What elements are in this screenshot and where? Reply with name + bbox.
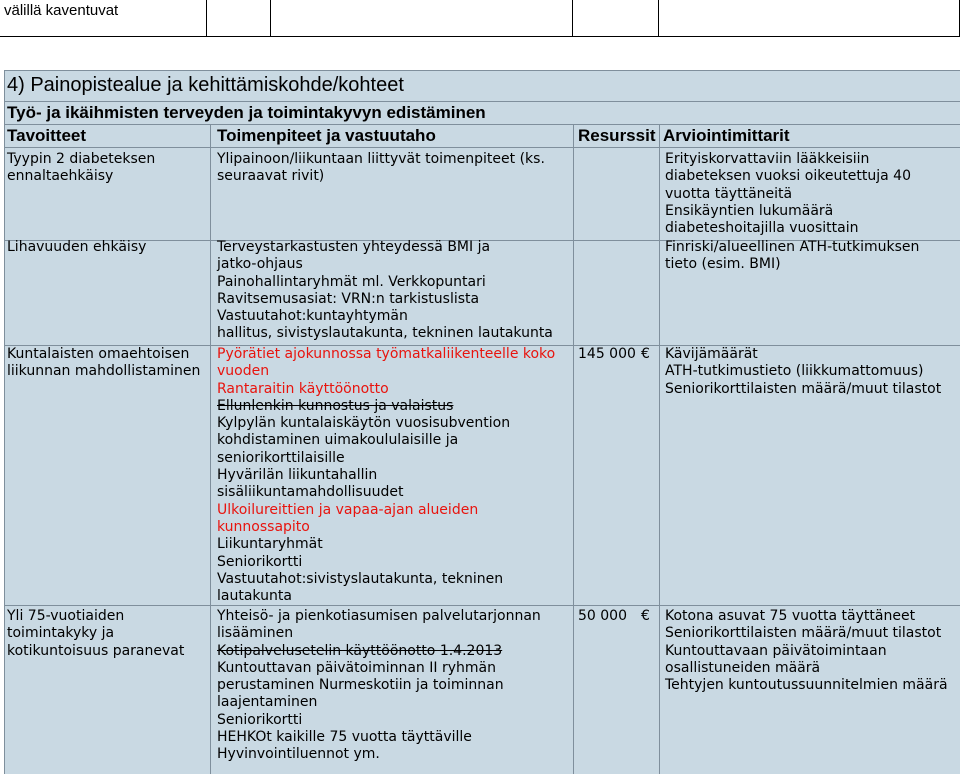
plan-table <box>4 70 960 774</box>
section-title: 4) Painopistealue ja kehittämiskohde/kohteet <box>7 74 404 96</box>
previous-table-fragment <box>0 0 960 38</box>
row-2-goal: Lihavuuden ehkäisy <box>7 239 147 255</box>
row-1-actions: Ylipainoon/liikuntaan liittyvät toimenpiteet (ks. seuraavat rivit) <box>217 151 545 185</box>
row-4-currency: € <box>641 608 650 624</box>
row-4-goal: Yli 75-vuotiaiden toimintakyky ja kotikuntoisuus paranevat <box>7 608 185 659</box>
row-3-goal: Kuntalaisten omaehtoisen liikunnan mahdollistaminen <box>7 346 201 380</box>
row-3-indicators: Kävijämäärät ATH-tutkimustieto (liikkumattomuus) Seniorikorttilaisten määrä/muut tilastot <box>665 346 942 397</box>
row-4-actions: Yhteisö- ja pienkotiasumisen palvelutarjonnan lisääminen Kotipalvelusetelin käyttöönotto 1.4.2013 Kuntouttavan päivätoiminnan II ryhmän perustaminen Nurmeskotiin ja toiminnan laajentaminen Seniorikortti HEHKOt kaikille 75 vuotta täyttäville Hyvinvointiluennot ym. <box>217 608 541 763</box>
prev-table-text: välillä kaventuvat <box>4 2 119 19</box>
column-divider <box>210 125 211 774</box>
section-subtitle: Työ- ja ikäihmisten terveyden ja toimintakyvyn edistäminen <box>7 103 486 122</box>
row-3-resource: 145 000 <box>578 346 636 362</box>
header-goals: Tavoitteet <box>7 126 87 145</box>
row-2-actions: Terveystarkastusten yhteydessä BMI ja jatko-ohjaus Painohallintaryhmät ml. Verkkopuntari Ravitsemusasiat: VRN:n tarkistuslista Vastuutahot:kuntayhtymän hallitus, sivistyslautakunta, tekninen lautakunta <box>217 239 553 342</box>
row-1-indicators: Erityiskorvattaviin lääkkeisiin diabeteksen vuoksi oikeutettuja 40 vuotta täyttäneitä Ensikäyntien lukumäärä diabeteshoitajilla vuosittain <box>665 151 911 237</box>
section-title-row <box>5 71 960 102</box>
prev-cell-1 <box>207 0 271 37</box>
row-2-indicators: Finriski/alueellinen ATH-tutkimuksen tieto (esim. BMI) <box>665 239 920 273</box>
prev-cell-3 <box>573 0 659 37</box>
header-actions: Toimenpiteet ja vastuutaho <box>217 126 436 145</box>
row-4-indicators: Kotona asuvat 75 vuotta täyttäneet Seniorikorttilaisten määrä/muut tilastot Kuntouttavaan päivätoimintaan osallistuneiden määrä Tehtyjen kuntoutussuunnitelmien määrä <box>665 608 948 694</box>
row-1-goal: Tyypin 2 diabeteksen ennaltaehkäisy <box>7 151 156 185</box>
column-divider <box>573 125 574 774</box>
header-indicators: Arviointimittarit <box>663 126 790 145</box>
column-divider <box>659 125 660 774</box>
prev-cell-4 <box>659 0 960 37</box>
header-resources: Resurssit <box>578 126 656 145</box>
section-subtitle-row <box>5 102 960 125</box>
prev-cell-2 <box>271 0 573 37</box>
row-4-resource: 50 000 <box>578 608 627 624</box>
column-header-row <box>5 125 960 148</box>
row-3-currency: € <box>641 346 650 362</box>
row-3-actions: Pyörätiet ajokunnossa työmatkaliikenteelle koko vuoden Rantaraitin käyttöönotto Ellunlenkin kunnostus ja valaistus Kylpylän kuntalaiskäytön vuosisubvention kohdistaminen uimakoululaisille ja seniorikorttilaisille Hyvärilän liikuntahallin sisäliikuntamahdollisuudet Ulkoilureittien ja vapaa-ajan alueiden kunnossapito Liikuntaryhmät Seniorikortti Vastuutahot:sivistyslautakunta, tekninen lautakunta <box>217 346 556 605</box>
